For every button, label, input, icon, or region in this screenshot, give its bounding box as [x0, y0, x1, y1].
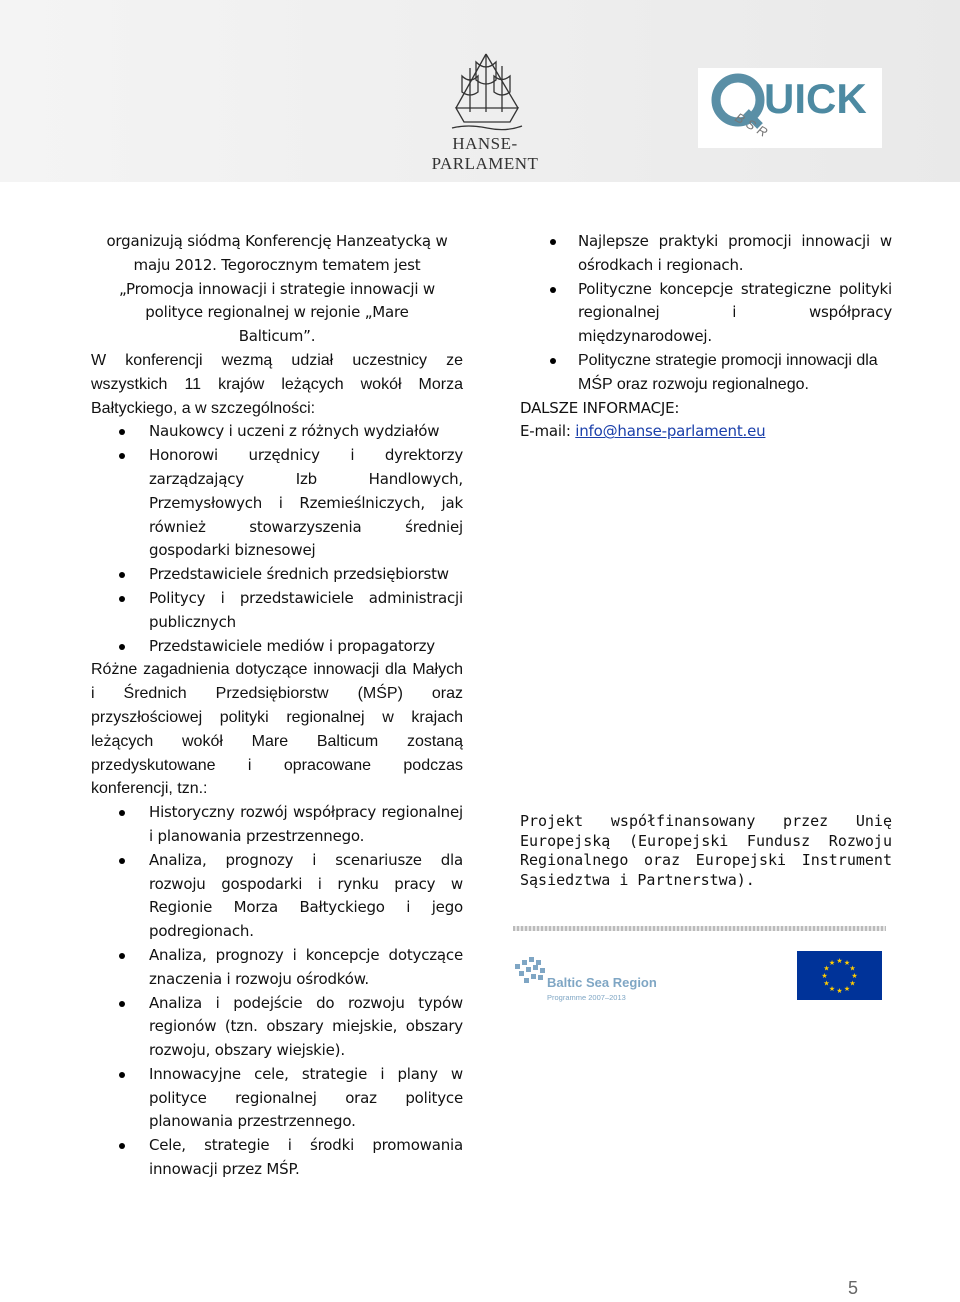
star-icon: ★ — [849, 964, 856, 973]
list-item: Naukowcy i uczeni z różnych wydziałów — [91, 420, 463, 444]
star-icon: ★ — [821, 972, 828, 980]
ship-icon — [448, 50, 526, 134]
star-icon: ★ — [843, 959, 851, 967]
project-funding-note: Projekt współfinansowany przez Unię Europejską (Europejski Fundusz Rozwoju Regionalnego oraz Europejski Instrument Sąsiedztwa i Partnerstwa). — [520, 812, 892, 889]
bsr-logo-title: Baltic Sea Region — [547, 975, 657, 990]
intro-line: Balticum”. — [238, 327, 316, 346]
star-icon: ★ — [828, 985, 836, 993]
email-label: E-mail: — [520, 422, 576, 441]
hanse-parlament-logo — [400, 50, 568, 173]
eu-flag — [797, 951, 882, 1000]
star-icon: ★ — [849, 979, 856, 988]
quick-logo-text: UICK — [764, 75, 867, 122]
divider — [513, 926, 886, 931]
star-icon: ★ — [823, 979, 830, 988]
list-item: Polityczne koncepcje strategiczne polityki regionalnej i współpracy międzynarodowej. — [520, 278, 892, 349]
list-item: Analiza i podejście do rozwoju typów regionów (tzn. obszary miejskie, obszary rozwoju, obszary wiejskie). — [91, 992, 463, 1063]
left-column — [91, 230, 463, 1182]
participants-list — [91, 420, 463, 658]
more-info-heading: DALSZE INFORMACJE: — [520, 398, 680, 417]
email-line — [520, 420, 892, 444]
list-item: Najlepsze praktyki promocji innowacji w ośrodkach i regionach. — [520, 230, 892, 278]
intro-line: organizują siódmą Konferencję Hanzeatycką w — [106, 232, 448, 250]
intro-line: maju 2012. Tegorocznym tematem jest — [133, 255, 421, 274]
list-item: Analiza, prognozy i koncepcje dotyczące znaczenia i rozwoju ośrodków. — [91, 944, 463, 992]
list-item: Innowacyjne cele, strategie i plany w polityce regionalnej oraz polityce planowania przestrzennego. — [91, 1063, 463, 1134]
star-icon: ★ — [823, 964, 830, 973]
list-item: Przedstawiciele mediów i propagatorzy — [91, 635, 463, 659]
list-item: Przedstawiciele średnich przedsiębiorstw — [91, 563, 463, 587]
list-item: Analiza, prognozy i scenariusze dla rozwoju gospodarki i rynku pracy w Regionie Morza Bałtyckiego i jego podregionach. — [91, 849, 463, 944]
star-icon: ★ — [851, 972, 858, 980]
list-item: Honorowi urzędnicy i dyrektorzy zarządzający Izb Handlowych, Przemysłowych i Rzemieślniczych, jak również stowarzyszenia średniej gospodarki biznesowej — [91, 444, 463, 563]
participants-intro: W konferencji wezmą udział uczestnicy ze wszystkich 11 krajów leżących wokół Morza Bałtyckiego, a w szczególności: — [91, 351, 463, 417]
star-icon: ★ — [843, 985, 851, 993]
star-icon: ★ — [836, 987, 843, 995]
list-item: Polityczne strategie promocji innowacji dla MŚP oraz rozwoju regionalnego. — [520, 349, 892, 397]
topics-intro: Różne zagadnienia dotyczące innowacji dla Małych i Średnich Przedsiębiorstw (MŚP) oraz przyszłościowej polityki regionalnej w krajach leżących wokół Mare Balticum zostaną przedyskutowane i opracowane podczas konferencji, tzn.: — [91, 661, 463, 798]
list-item: Politycy i przedstawiciele administracji publicznych — [91, 587, 463, 635]
topics-list-continued — [520, 230, 892, 397]
topics-list — [91, 801, 463, 1182]
intro-line: polityce regionalnej w rejonie „Mare — [145, 303, 409, 322]
page-number: 5 — [847, 1278, 858, 1298]
eu-stars-icon — [797, 951, 882, 1000]
list-item: Cele, strategie i środki promowania innowacji przez MŚP. — [91, 1134, 463, 1182]
baltic-sea-region-logo — [513, 950, 663, 1005]
list-item: Historyczny rozwój współpracy regionalnej i planowania przestrzennego. — [91, 801, 463, 849]
star-icon: ★ — [828, 959, 836, 967]
email-link[interactable]: info@hanse-parlament.eu — [575, 422, 766, 441]
bsr-logo-subtitle: Programme 2007–2013 — [547, 993, 626, 1002]
intro-line: „Promocja innowacji i strategie innowacji w — [119, 279, 435, 298]
quick-bsr-logo — [698, 68, 882, 148]
page-header — [0, 0, 960, 182]
star-icon: ★ — [836, 957, 843, 965]
quick-logo-bsr: BSR — [732, 109, 774, 142]
hanse-parlament-wordmark: HANSE-PARLAMENT — [431, 134, 539, 173]
right-column — [520, 230, 892, 444]
